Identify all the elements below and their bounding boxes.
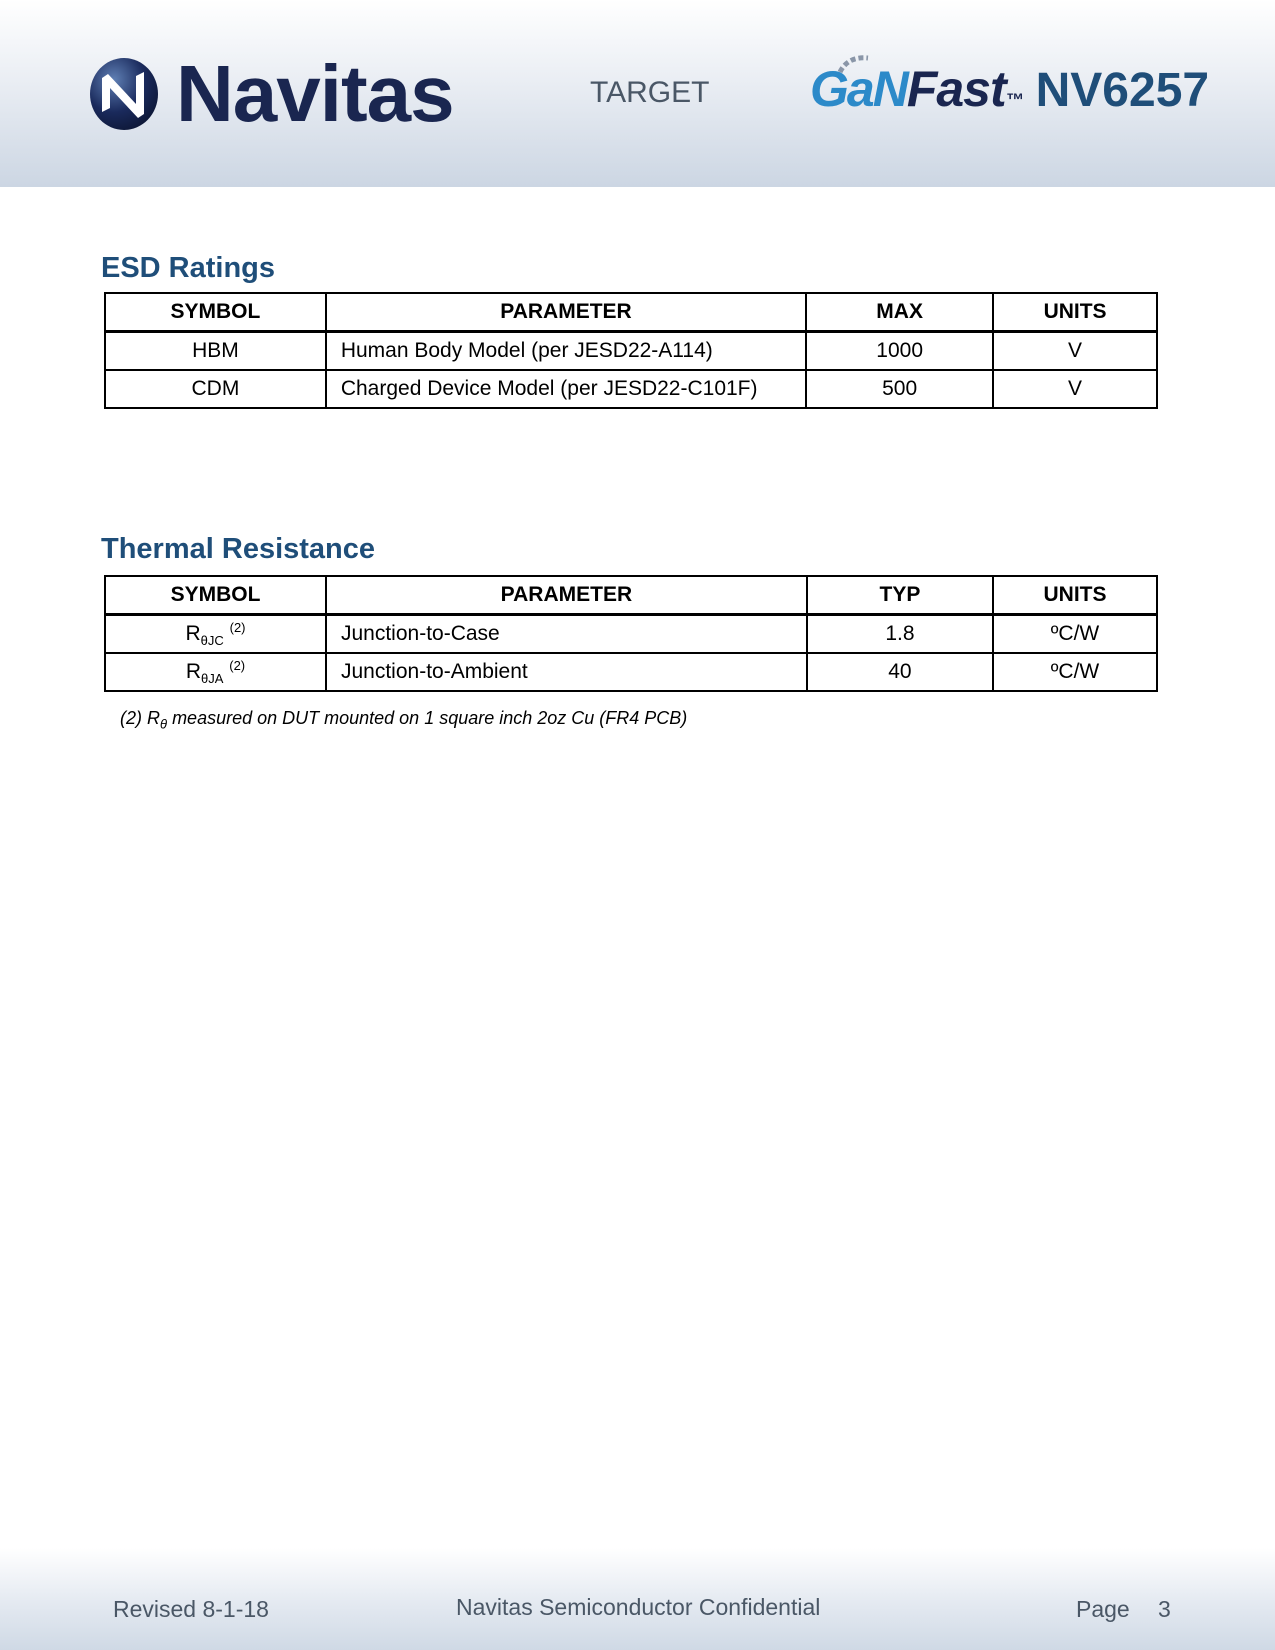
table-header-row — [105, 576, 1157, 615]
symbol-cell — [105, 615, 326, 654]
note-subscript: θ — [160, 716, 168, 732]
speed-arc-icon — [838, 54, 878, 74]
part-number: NV6257 — [1035, 64, 1210, 117]
column-header: TYP — [807, 576, 993, 615]
symbol-subscript: θJC — [200, 633, 224, 649]
footnote-ref: (2) — [229, 619, 246, 635]
ganfast-brand — [810, 60, 1209, 118]
page-number: 3 — [1158, 1596, 1171, 1622]
parameter-cell: Junction-to-Ambient — [326, 653, 807, 691]
units-cell: V — [993, 370, 1157, 408]
company-name: Navitas — [176, 49, 454, 138]
parameter-cell: Junction-to-Case — [326, 615, 807, 654]
column-header: UNITS — [993, 293, 1157, 332]
esd-ratings-title: ESD Ratings — [101, 252, 276, 284]
page-footer — [0, 1548, 1275, 1650]
column-header: UNITS — [993, 576, 1157, 615]
brand-gan: GaN — [810, 61, 907, 117]
column-header: MAX — [806, 293, 993, 332]
table-header-row — [105, 293, 1157, 332]
column-header: SYMBOL — [105, 293, 326, 332]
units-cell: ºC/W — [993, 615, 1157, 654]
trademark-mark: ™ — [1005, 90, 1024, 110]
table-row — [105, 370, 1157, 408]
table-row — [105, 615, 1157, 654]
symbol-subscript: θJA — [201, 671, 224, 687]
esd-ratings-table — [104, 292, 1158, 409]
brand-fast: Fast — [906, 61, 1006, 117]
thermal-resistance-table — [104, 575, 1158, 692]
table-row — [105, 653, 1157, 691]
symbol-base: R — [185, 659, 201, 683]
symbol-cell: HBM — [105, 332, 326, 371]
page-header — [0, 0, 1275, 187]
value-cell: 1000 — [806, 332, 993, 371]
column-header: PARAMETER — [326, 293, 806, 332]
value-cell: 1.8 — [807, 615, 993, 654]
symbol-base: R — [185, 621, 201, 645]
confidential-notice: Navitas Semiconductor Confidential — [456, 1594, 821, 1620]
column-header: SYMBOL — [105, 576, 326, 615]
column-header: PARAMETER — [326, 576, 807, 615]
document-status: TARGET — [590, 76, 710, 109]
page-label: Page — [1076, 1596, 1130, 1622]
symbol-cell: CDM — [105, 370, 326, 408]
value-cell: 500 — [806, 370, 993, 408]
navitas-logo — [88, 49, 454, 138]
parameter-cell: Human Body Model (per JESD22-A114) — [326, 332, 806, 371]
symbol-cell — [105, 653, 326, 691]
parameter-cell: Charged Device Model (per JESD22-C101F) — [326, 370, 806, 408]
thermal-footnote — [120, 708, 687, 732]
value-cell: 40 — [807, 653, 993, 691]
units-cell: V — [993, 332, 1157, 371]
table-row — [105, 332, 1157, 371]
revision-date: Revised 8-1-18 — [113, 1596, 269, 1622]
note-prefix: (2) R — [120, 708, 160, 728]
navitas-logo-icon — [88, 56, 160, 132]
note-text: measured on DUT mounted on 1 square inch 2oz Cu (FR4 PCB) — [167, 708, 688, 728]
units-cell: ºC/W — [993, 653, 1157, 691]
thermal-resistance-title: Thermal Resistance — [101, 533, 376, 565]
footnote-ref: (2) — [229, 657, 246, 673]
